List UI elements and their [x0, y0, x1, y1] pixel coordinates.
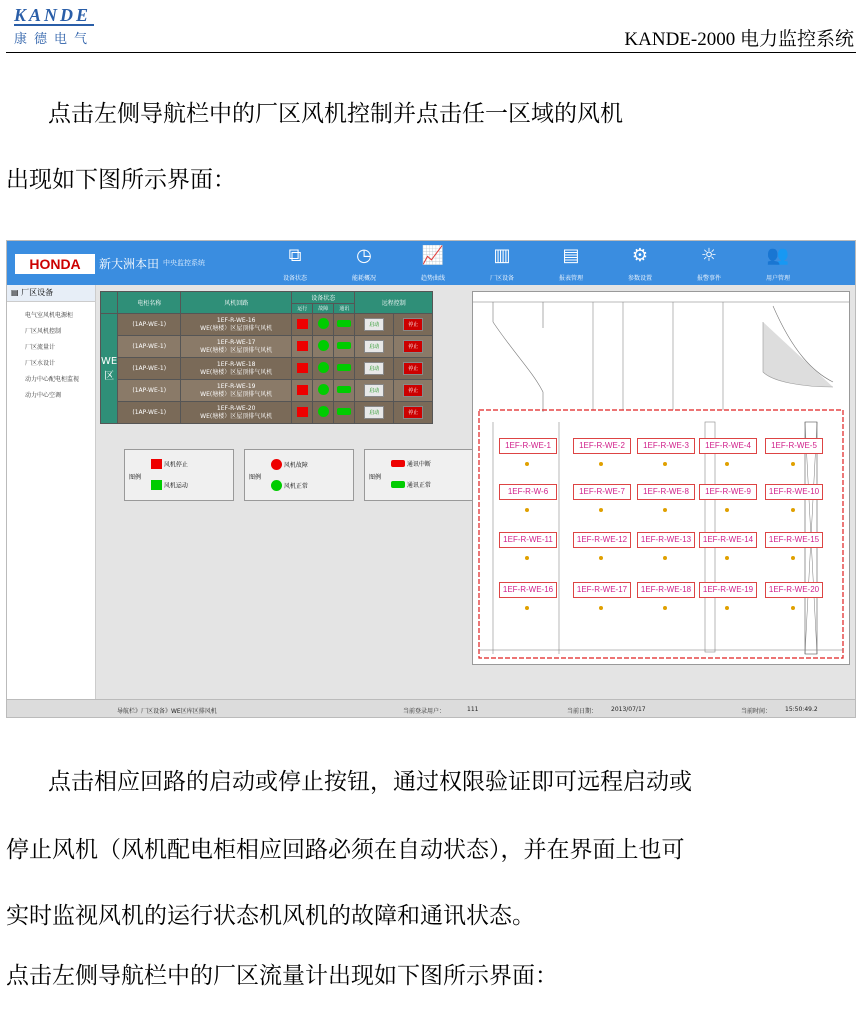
comm-status [334, 336, 355, 358]
nav-gear[interactable] [610, 245, 670, 282]
nav-label: 趋势曲线 [420, 275, 445, 282]
fan-label[interactable]: 1EF-R-WE-2 [573, 438, 631, 454]
stop-cell [394, 402, 433, 424]
stop-button[interactable]: 停止 [403, 340, 423, 353]
circuit-desc: WE(塘楼）区屋顶排气风机 [200, 390, 273, 398]
col-remote: 远程控制 [355, 292, 433, 314]
fan-label[interactable]: 1EF-R-WE-14 [699, 532, 757, 548]
paragraph-2-line-1: 点击相应回路的启动或停止按钮，通过权限验证即可远程启动或 [48, 769, 692, 795]
fan-marker [599, 508, 603, 512]
fan-marker [663, 462, 667, 466]
circuit-cell [181, 402, 292, 424]
run-status [292, 336, 313, 358]
comm-indicator [337, 364, 351, 371]
circuit-code: 1EF-R-WE-20 [216, 404, 256, 412]
monitor-icon: ⧉ [288, 245, 302, 266]
legend-label: 风机运动 [163, 482, 188, 490]
paragraph-1-line-1: 点击左侧导航栏中的厂区风机控制并点击任一区域的风机 [48, 101, 623, 127]
run-status [292, 402, 313, 424]
legend-label: 风机故障 [283, 462, 308, 469]
legend-row [391, 480, 431, 489]
fan-marker [599, 556, 603, 560]
run-status [292, 314, 313, 336]
main-panel [96, 285, 856, 699]
nav-alarm[interactable] [679, 245, 739, 282]
report-icon: ▤ [562, 245, 580, 266]
circuit-code: 1EF-R-WE-18 [216, 360, 256, 368]
comm-status [334, 358, 355, 380]
legend-label: 风机正常 [283, 483, 308, 490]
current-user: 111 [467, 706, 479, 713]
paragraph-3: 点击左侧导航栏中的厂区流量计出现如下图所示界面： [6, 963, 558, 989]
comm-indicator [337, 342, 351, 349]
legend-title: 图例 [129, 474, 142, 481]
fan-label[interactable]: 1EF-R-WE-13 [637, 532, 695, 548]
current-time: 15:50:49.2 [785, 706, 818, 713]
run-indicator [297, 385, 308, 395]
col-status: 设备状态 [292, 292, 355, 304]
fault-indicator [318, 362, 329, 373]
start-cell [355, 358, 394, 380]
start-cell [355, 402, 394, 424]
fan-label[interactable]: 1EF-R-WE-1 [499, 438, 557, 454]
comm-indicator [337, 408, 351, 415]
fan-label[interactable]: 1EF-R-WE-10 [765, 484, 823, 500]
fan-label[interactable]: 1EF-R-WE-9 [699, 484, 757, 500]
brand-logo: HONDA [15, 254, 95, 274]
fan-marker [525, 606, 529, 610]
comm-indicator [337, 320, 351, 327]
run-indicator [297, 407, 308, 417]
fan-marker [725, 508, 729, 512]
nav-label: 报警事件 [696, 275, 721, 282]
paragraph-2-line-3: 实时监视风机的运行状态机风机的故障和通讯状态。 [6, 903, 535, 929]
fan-marker [725, 606, 729, 610]
building-icon: ▥ [493, 245, 511, 266]
cabinet-name: (1AP-WE-1) [118, 314, 181, 336]
zone-label: WE区 [101, 314, 118, 424]
doc-title: KANDE-2000 电力监控系统 [624, 29, 854, 50]
fan-marker [525, 508, 529, 512]
fan-label[interactable]: 1EF-R-WE-18 [637, 582, 695, 598]
fan-label[interactable]: 1EF-R-WE-16 [499, 582, 557, 598]
start-cell [355, 380, 394, 402]
circuit-code: 1EF-R-WE-17 [216, 338, 256, 346]
stop-button[interactable]: 停止 [403, 406, 423, 419]
sidebar-title[interactable]: ▤ 厂区设备 [7, 285, 95, 302]
fan-control-table [100, 291, 433, 424]
legend-label: 通讯正常 [406, 482, 431, 489]
table-row [101, 380, 433, 402]
statusbar [7, 699, 856, 718]
fault-indicator [318, 384, 329, 395]
circuit-cell [181, 336, 292, 358]
zone-header-blank [101, 292, 118, 314]
table-row [101, 358, 433, 380]
floor-plan [472, 291, 850, 665]
fan-label[interactable]: 1EF-R-WE-5 [765, 438, 823, 454]
date-label: 当前日期： [567, 708, 598, 715]
status-subheader: 故障 [313, 304, 334, 314]
cabinet-name: (1AP-WE-1) [118, 380, 181, 402]
start-button[interactable]: 启动 [364, 340, 384, 353]
legend-title: 图例 [369, 474, 382, 481]
alarm-icon: ☼ [700, 245, 718, 266]
run-indicator [297, 363, 308, 373]
fault-indicator [318, 318, 329, 329]
fault-status [313, 380, 334, 402]
stop-button[interactable]: 停止 [403, 318, 423, 331]
nav-clock[interactable] [334, 245, 394, 282]
stop-cell [394, 358, 433, 380]
table-row [101, 402, 433, 424]
circuit-desc: WE(塘楼）区屋顶排气风机 [200, 412, 273, 420]
breadcrumb: 导航栏》厂区设备》WE区库区排风机 [117, 708, 217, 715]
clock-icon: ◷ [356, 245, 372, 266]
paragraph-2-line-2: 停止风机（风机配电柜相应回路必须在自动状态），并在界面上也可 [6, 837, 685, 863]
legend-row [151, 480, 188, 490]
fault-indicator [318, 340, 329, 351]
fan-marker [791, 556, 795, 560]
circuit-desc: WE(塘楼）区屋顶排气风机 [200, 346, 273, 354]
stop-cell [394, 380, 433, 402]
comm-status [334, 402, 355, 424]
nav-users[interactable] [748, 245, 808, 282]
fault-status [313, 358, 334, 380]
fan-marker [599, 462, 603, 466]
sidebar-item[interactable]: 厂区风机控制 [25, 328, 62, 335]
header-divider [6, 52, 856, 53]
chart-icon: 📈 [421, 245, 445, 266]
app-topbar [7, 241, 856, 285]
start-cell [355, 336, 394, 358]
user-label: 当前登录用户： [403, 708, 446, 715]
fan-marker [525, 556, 529, 560]
fan-label[interactable]: 1EF-R-WE-19 [699, 582, 757, 598]
kande-logo [14, 6, 94, 47]
fault-status [313, 402, 334, 424]
circuit-cell [181, 358, 292, 380]
fan-marker [791, 606, 795, 610]
circuit-desc: WE(塘楼）区屋顶排气风机 [200, 368, 273, 376]
fan-label[interactable]: 1EF-R-WE-4 [699, 438, 757, 454]
fan-marker [791, 508, 795, 512]
sidebar-item[interactable]: 厂区流量计 [25, 344, 56, 351]
legend-box [244, 449, 354, 501]
sidebar [7, 285, 96, 699]
system-name: 中央监控系统 [163, 259, 205, 267]
cabinet-name: (1AP-WE-1) [118, 336, 181, 358]
nav-building[interactable] [472, 245, 532, 282]
logo-en: KANDE [14, 6, 94, 26]
status-subheader: 通讯 [334, 304, 355, 314]
nav-label: 厂区设备 [489, 275, 514, 282]
fan-marker [725, 556, 729, 560]
paragraph-1-line-2: 出现如下图所示界面： [6, 167, 236, 193]
fault-status [313, 336, 334, 358]
cabinet-name: (1AP-WE-1) [118, 402, 181, 424]
status-subheader: 运行 [292, 304, 313, 314]
run-status [292, 380, 313, 402]
start-cell [355, 314, 394, 336]
start-button[interactable]: 启动 [364, 318, 384, 331]
fan-label[interactable]: 1EF-R-WE-7 [573, 484, 631, 500]
start-button[interactable]: 启动 [364, 362, 384, 375]
legend-row [271, 459, 308, 470]
comm-status [334, 380, 355, 402]
circuit-cell [181, 314, 292, 336]
fan-marker [663, 606, 667, 610]
stop-button[interactable]: 停止 [403, 362, 423, 375]
sidebar-item[interactable]: 厂区水设计 [25, 360, 56, 367]
current-date: 2013/07/17 [611, 706, 646, 713]
stop-cell [394, 314, 433, 336]
fan-label[interactable]: 1EF-R-WE-11 [499, 532, 557, 548]
nav-chart[interactable] [403, 245, 463, 282]
legend-box [124, 449, 234, 501]
embedded-screenshot [6, 240, 856, 718]
col-circuit: 风机回路 [181, 292, 292, 314]
fan-marker [663, 508, 667, 512]
nav-label: 能耗概况 [351, 275, 376, 282]
fan-marker [791, 462, 795, 466]
fan-label[interactable]: 1EF-R-W-6 [499, 484, 557, 500]
circuit-code: 1EF-R-WE-19 [216, 382, 256, 390]
comm-indicator [337, 386, 351, 393]
fan-label[interactable]: 1EF-R-WE-8 [637, 484, 695, 500]
stop-button[interactable]: 停止 [403, 384, 423, 397]
fan-marker [663, 556, 667, 560]
start-button[interactable]: 启动 [364, 384, 384, 397]
circuit-code: 1EF-R-WE-16 [216, 316, 256, 324]
fan-marker [725, 462, 729, 466]
nav-label: 参数设置 [627, 275, 652, 282]
fault-status [313, 314, 334, 336]
legend-row [271, 480, 308, 491]
users-icon: 👥 [766, 245, 790, 266]
table-row [101, 314, 433, 336]
site-name: 新大洲本田 [99, 257, 160, 271]
nav-label: 用户管理 [765, 275, 790, 282]
sidebar-item[interactable]: 动力中心配电柜监视 [25, 376, 80, 383]
comm-status [334, 314, 355, 336]
fan-label[interactable]: 1EF-R-WE-3 [637, 438, 695, 454]
legend-row [391, 459, 431, 468]
circuit-desc: WE(塘楼）区屋顶排气风机 [200, 324, 273, 332]
cabinet-name: (1AP-WE-1) [118, 358, 181, 380]
fan-label[interactable]: 1EF-R-WE-12 [573, 532, 631, 548]
fan-marker [599, 606, 603, 610]
run-status [292, 358, 313, 380]
legend-box [364, 449, 474, 501]
nav-label: 设备状态 [282, 275, 307, 282]
fan-label[interactable]: 1EF-R-WE-17 [573, 582, 631, 598]
nav-label: 报表管理 [558, 275, 583, 282]
legend-label: 风机停止 [163, 461, 188, 469]
run-indicator [297, 341, 308, 351]
table-row [101, 336, 433, 358]
run-indicator [297, 319, 308, 329]
legend-label: 通讯中断 [406, 461, 431, 468]
nav-report[interactable] [541, 245, 601, 282]
col-cabinet: 电柜名称 [118, 292, 181, 314]
fan-marker [525, 462, 529, 466]
nav-monitor[interactable] [265, 245, 325, 282]
fan-label[interactable]: 1EF-R-WE-20 [765, 582, 823, 598]
fan-label[interactable]: 1EF-R-WE-15 [765, 532, 823, 548]
fault-indicator [318, 406, 329, 417]
circuit-cell [181, 380, 292, 402]
start-button[interactable]: 启动 [364, 406, 384, 419]
legend-row [151, 459, 188, 469]
sidebar-item[interactable]: 动力中心空调 [25, 392, 62, 399]
gear-icon: ⚙ [631, 245, 649, 266]
time-label: 当前时间： [741, 708, 772, 715]
logo-cn: 康德电气 [14, 32, 95, 47]
stop-cell [394, 336, 433, 358]
legend-title: 图例 [249, 474, 262, 481]
sidebar-item[interactable]: 电气室风机电源柜 [25, 312, 74, 319]
